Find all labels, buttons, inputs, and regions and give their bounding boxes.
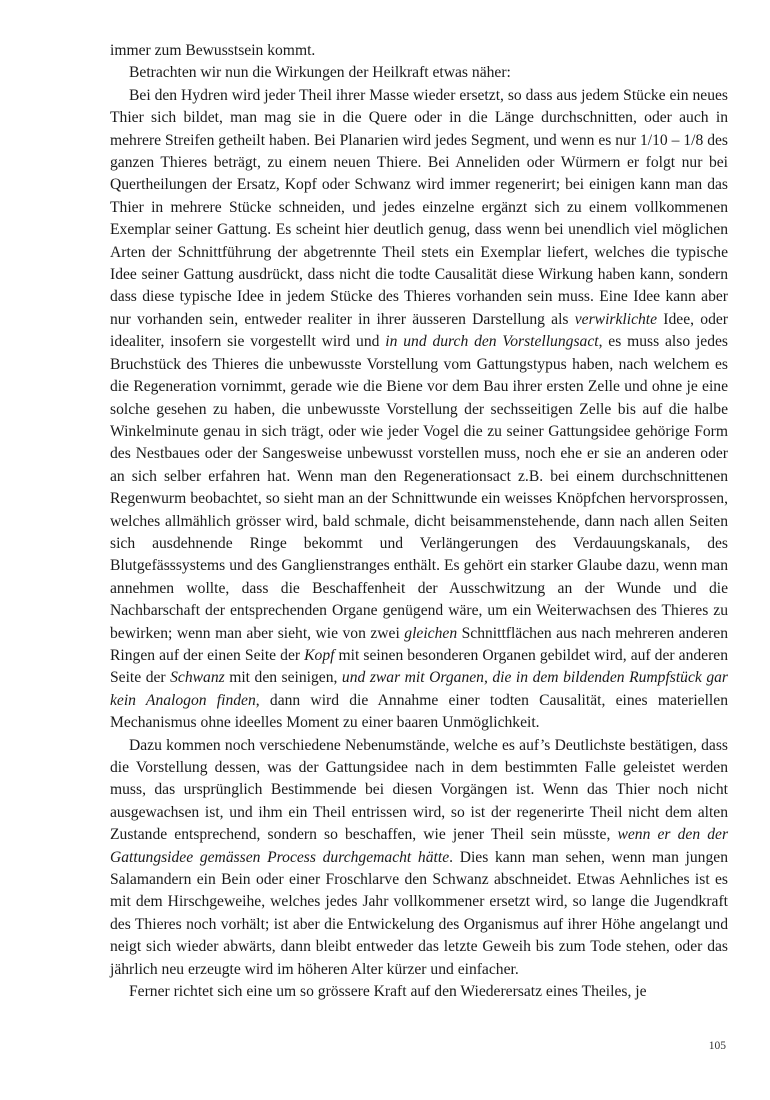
emphasis: in und durch den Vorstellungsact bbox=[385, 333, 599, 351]
paragraph-text: Ferner richtet sich eine um so grössere Kraft auf den Wiederersatz eines Theiles, je bbox=[129, 983, 647, 1001]
paragraph-ferner bbox=[110, 981, 728, 1003]
text-run: mit den seinigen, bbox=[224, 669, 342, 687]
emphasis: verwirklichte bbox=[574, 310, 658, 328]
page-body bbox=[110, 40, 728, 1003]
emphasis: Kopf bbox=[304, 646, 335, 664]
text-run: . Dies kann man sehen, wenn man jungen Salamandern ein Bein oder einer Froschlarve den Schwanz abschneidet. Etwas Aehnliches ist es mit dem Hirschgeweihe, welches jedes Jahr vollkommener ersetzt wird, so lange die Jugendkraft des Thieres noch vorhält; ist aber die Entwickelung des Organismus auf ihrer Höhe angelangt und neigt sich wieder abwärts, dann bleibt entweder das letzte Geweih bis zum Tode stehen, oder das jährlich neu erzeugte wird im höheren Alter kürzer und einfacher. bbox=[110, 848, 728, 978]
paragraph-continuation bbox=[110, 40, 728, 62]
emphasis: wenn er den der Gattungsidee gemässen Process durchgemacht hätte bbox=[110, 826, 729, 866]
paragraph-intro bbox=[110, 62, 728, 84]
paragraph-text: immer zum Bewusstsein kommt. bbox=[110, 42, 316, 59]
text-run: Idee, oder idealiter, insofern sie vorgestellt wird und bbox=[110, 310, 728, 351]
paragraph-hydra bbox=[110, 85, 728, 735]
page-number: 105 bbox=[708, 1040, 726, 1052]
text-run: mit seinen besonderen Organen gebildet wird, auf der anderen Seite der bbox=[110, 646, 729, 687]
text-run: , es muss also jedes Bruchstück des Thieres die unbewusste Vorstellung vom Gattungstypus haben, nach welchem es die Regeneration vornimmt, gerade wie die Biene vor dem Bau ihrer ersten Zelle und ohne je eine solche gesehen zu haben, die unbewusste Vorstellung der sechsseitigen Zelle bis auf die halbe Winkelminute genau in sich trägt, oder wie jeder Vogel die zu seiner Gattungsidee gehörige Form des Nestbaues oder der Sangesweise unbewusst vorstellen muss, noch ehe er sie an anderen oder an sich selber erfahren hat. Wenn man den Regenerationsact z.B. bei einem durchschnittenen Regenwurm beobachtet, so sieht man an der Schnittwunde ein weisses Knöpfchen hervorsprossen, welches allmählich grösser wird, bald schmale, dicht beisammenstehende, dann nach allen Seiten sich ausdehnende Ringe bekommt und Verlängerungen des Verdauungskanals, des Blutgefässsystems und des Ganglienstranges enthält. Es gehört ein starker Glaube dazu, wenn man annehmen wollte, dass die Beschaffenheit der Ausschwitzung an der Wunde und die Nachbarschaft der entsprechenden Organe genügend wäre, um ein Weiterwachsen des Thieres zu bewirken; wenn man aber sieht, wie von zwei bbox=[110, 333, 728, 642]
paragraph-text: Betrachten wir nun die Wirkungen der Heilkraft etwas näher: bbox=[129, 64, 511, 82]
text-run: Schnittflächen aus nach mehreren anderen Ringen auf der einen Seite der bbox=[110, 624, 729, 664]
emphasis: und zwar mit Organen, die in dem bildenden Rumpfstück gar kein Analogon finden bbox=[110, 669, 728, 709]
text-run: , dann wird die Annahme einer todten Causalität, eines materiellen Mechanismus ohne ideelles Moment zu einer baaren Unmöglichkeit. bbox=[110, 691, 728, 732]
paragraph-nebenumstaende bbox=[110, 735, 728, 981]
emphasis: Schwanz bbox=[170, 669, 225, 687]
text-run: Bei den Hydren wird jeder Theil ihrer Masse wieder ersetzt, so dass aus jedem Stücke ein neues Thier sich bildet, man mag sie in die Quere oder in die Länge durchschnitten, oder auch in mehrere Streifen getheilt haben. Bei Planarien wird jedes Segment, und wenn es nur 1/10 – 1/8 des ganzen Thieres beträgt, zu einem neuen Thiere. Bei Anneliden oder Würmern er folgt nur bei Quertheilungen der Ersatz, Kopf oder Schwanz wird immer regenerirt; bei einigen kann man das Thier in mehrere Stücke schneiden, und jedes einzelne ergänzt sich zu einem vollkommenen Exemplar seiner Gattung. Es scheint hier deutlich genug, dass wenn bei unendlich viel möglichen Arten der Schnittführung der abgetrennte Theil stets ein Exemplar liefert, welches die typische Idee seiner Gattung ausdrückt, dass nicht die todte Causalität diese Wirkung haben kann, sondern dass diese typische Idee in jedem Stücke des Thieres vorhanden sein muss. Eine Idee kann aber nur vorhanden sein, entweder realiter in ihrer äusseren Darstellung als bbox=[110, 86, 728, 328]
emphasis: gleichen bbox=[404, 624, 458, 642]
text-run: Dazu kommen noch verschiedene Nebenumstände, welche es auf’s Deutlichste bestätigen, dass die Vorstellung dessen, was der Gattungsidee nach in dem bestimmten Falle geleistet werden muss, das ursprünglich Bestimmende bei diesen Vorgängen ist. Wenn das Thier noch nicht ausgewachsen ist, und ihm ein Theil entrissen wird, so ist der regenerirte Theil nicht dem alten Zustande entsprechend, sondern so beschaffen, wie jener Theil sein müsste, bbox=[110, 736, 728, 844]
